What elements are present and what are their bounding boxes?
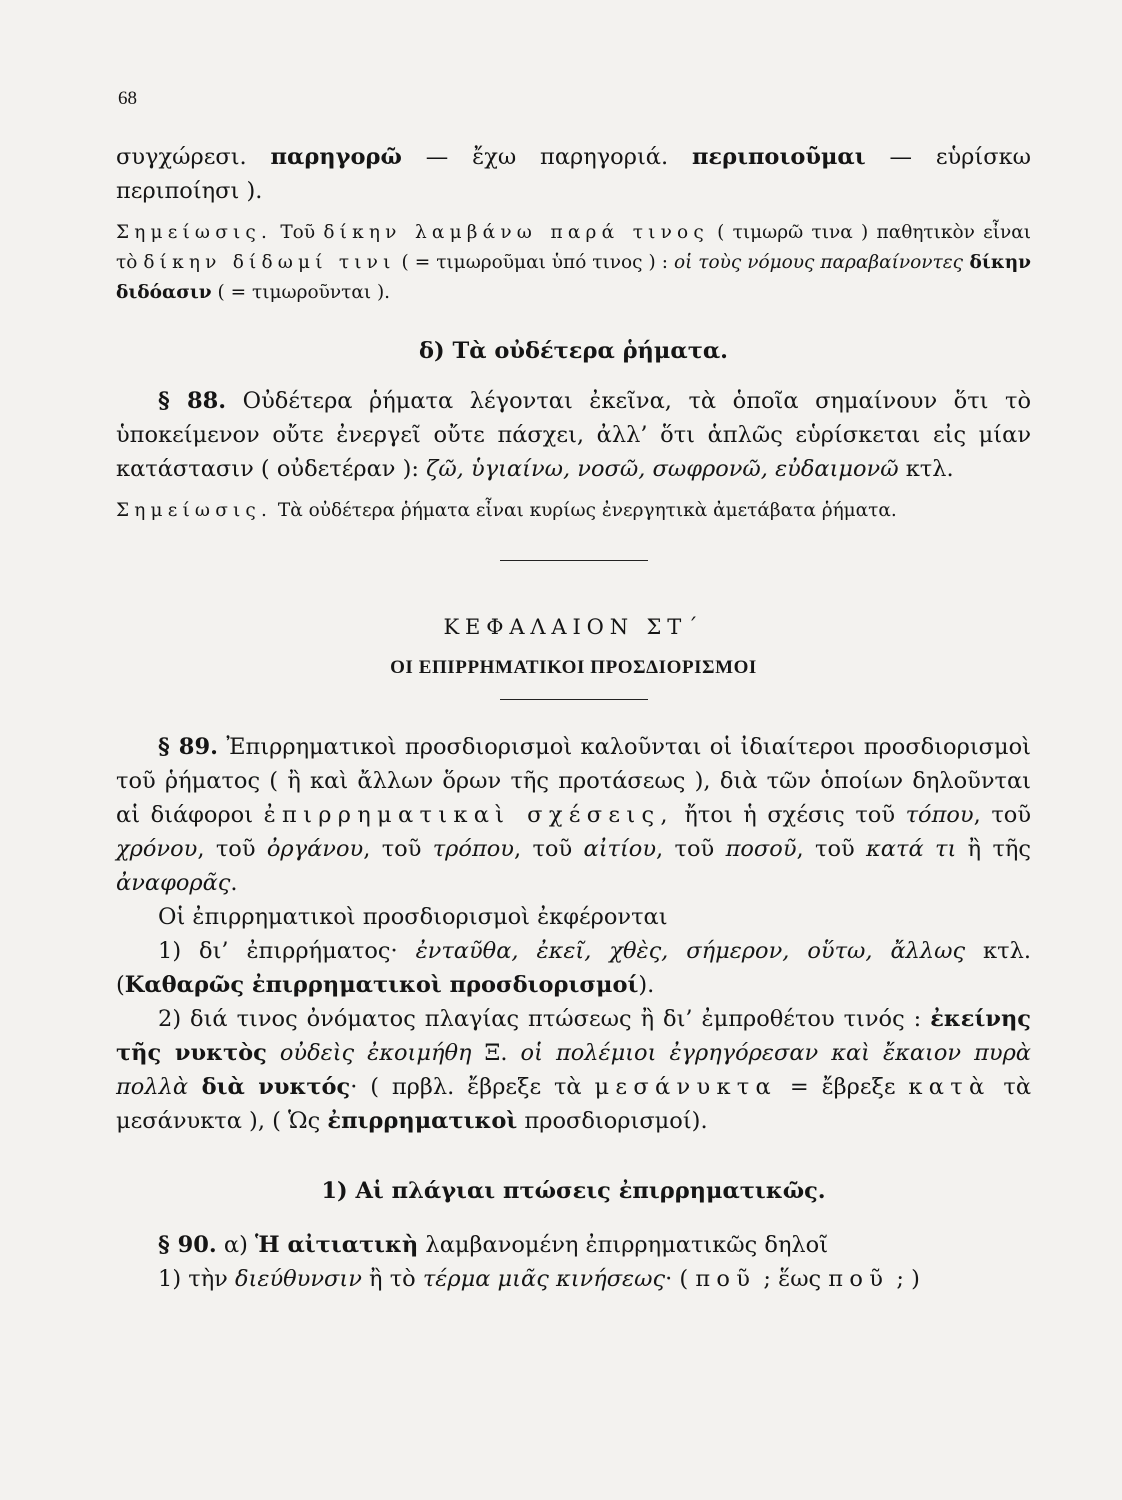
text-run: — εὑρίσκω περιποίησι ).	[116, 144, 1031, 204]
italic-term: χρόνου	[116, 836, 198, 862]
section-heading-delta: δ) Τὰ οὐδέτερα ῥήματα.	[418, 338, 728, 364]
text-run: Τὰ οὐδέτερα ῥήματα εἶναι κυρίως ἐνεργητικὰ ἀμετάβατα ῥήματα.	[272, 500, 897, 521]
spaced-phrase: δίκην δίδωμί τινι	[143, 252, 396, 273]
bold-term: ἐπιρρηματικοὶ	[327, 1108, 518, 1134]
divider-rule	[500, 699, 648, 700]
text-run: ; )	[889, 1266, 920, 1292]
text-run: συγχώρεσι.	[116, 144, 271, 170]
italic-term: ἀναφορᾶς	[116, 870, 231, 896]
divider-rule	[500, 560, 648, 561]
italic-example: οἱ τοὺς νόμους παραβαίνοντες	[673, 252, 964, 273]
spaced-phrase: μεσάνυκτα	[594, 1074, 778, 1100]
italic-example: οἱ πολέμιοι ἐγρηγόρεσαν καὶ ἔκαιον πυρὰ πολλὰ	[116, 1040, 1032, 1100]
spaced-phrase: δίκην λαμβάνω παρά τινος	[323, 222, 709, 243]
text-run: Οὐδέτερα ῥήματα λέγονται ἐκεῖνα, τὰ ὁποῖα σημαίνουν ὅτι τὸ ὑποκείμενον οὔτε ἐνεργεῖ οὔτε πάσχει, ἀλλ’ ὅτι ἁπλῶς εὑρίσκεται εἰς μίαν κατάστασιν ( οὐδετέραν ):	[116, 388, 1031, 482]
paragraph-last-line	[116, 1262, 1031, 1296]
text-run: τὰ μεσάνυκτα ), ( Ὡς	[116, 1074, 1032, 1134]
note-label: Σημείωσις.	[116, 500, 273, 521]
chapter-label: ΚΕΦΑΛΑΙΟΝ ΣΤ΄	[443, 615, 704, 639]
italic-example: ζῶ, ὑγιαίνω, νοσῶ, σωφρονῶ, εὐδαιμονῶ	[426, 456, 899, 482]
spaced-phrase: ποῦ	[828, 1266, 890, 1292]
text-run: ( = τιμωροῦνται ).	[211, 282, 391, 303]
spaced-phrase: κατὰ	[908, 1074, 991, 1100]
text-run: ἢ τὸ	[361, 1266, 423, 1292]
text-run: Ξ.	[471, 1040, 521, 1066]
bold-term: δίκην διδόασιν	[116, 252, 1031, 303]
text-run: 1) τὴν	[158, 1266, 236, 1292]
paragraph-ekferontai: Οἱ ἐπιρρηματικοὶ προσδιορισμοὶ ἐκφέρονται	[158, 904, 668, 930]
chapter-title: ΟΙ ΕΠΙΡΡΗΜΑΤΙΚΟΙ ΠΡΟΣΔΙΟΡΙΣΜΟΙ	[390, 657, 757, 678]
italic-term: ποσοῦ	[725, 836, 797, 862]
text-run: 1) δι’ ἐπιρρήματος·	[158, 938, 416, 964]
bold-term: παρηγορῶ	[270, 144, 402, 170]
section-number: § 90.	[158, 1232, 217, 1258]
list-item-1	[116, 934, 1031, 1002]
list-item-2	[116, 1002, 1031, 1138]
bold-term: Καθαρῶς ἐπιρρηματικοὶ προσδιορισμοί	[124, 972, 639, 998]
italic-term: ὀργάνου	[266, 836, 364, 862]
text-run: · ( πρβλ. ἔβρεξε τὰ	[350, 1074, 595, 1100]
text-run: · (	[665, 1266, 696, 1292]
text-run: ἤτοι ἡ σχέσις τοῦ	[673, 802, 906, 828]
text-run: ).	[638, 972, 655, 998]
text-run: Τοῦ	[272, 222, 324, 243]
paragraph-89	[116, 730, 1031, 900]
italic-term: τρόπου	[432, 836, 514, 862]
text-run: , τοῦ	[796, 836, 867, 862]
text-run: , τοῦ	[363, 836, 433, 862]
spaced-phrase: ποῦ	[695, 1266, 757, 1292]
text-run: , τοῦ	[656, 836, 726, 862]
text-run: λαμβανομένη ἐπιρρηματικῶς δηλοῖ	[418, 1232, 829, 1258]
italic-term: διεύθυνσιν	[235, 1266, 362, 1292]
italic-term: κατά τι	[866, 836, 957, 862]
text-run: κτλ.	[898, 456, 954, 482]
note-label: Σημείωσις.	[116, 222, 273, 243]
paragraph-90	[116, 1228, 1031, 1262]
italic-example: οὐδεὶς ἐκοιμήθη	[266, 1040, 472, 1066]
paragraph-continuation	[116, 140, 1031, 208]
text-run: προσδιορισμοί).	[517, 1108, 708, 1134]
text-run: , τοῦ	[197, 836, 267, 862]
italic-example: ἐνταῦθα, ἐκεῖ, χθὲς, σήμερον, οὕτω, ἄλλως	[415, 938, 966, 964]
bold-term: Ἡ αἰτιατικὴ	[255, 1232, 419, 1258]
page-body	[116, 140, 1031, 1296]
section-number: § 89.	[158, 734, 218, 760]
text-run: ( τιμωρῶ τινα ) παθητικὸν εἶναι τὸ	[116, 222, 1031, 273]
text-run: , τοῦ	[973, 802, 1031, 828]
note-paragraph-2	[116, 496, 1031, 526]
italic-term: αἰτίου	[583, 836, 657, 862]
text-run: = ἔβρεξε	[777, 1074, 909, 1100]
text-run: , τοῦ	[513, 836, 584, 862]
bold-term: διὰ νυκτός	[188, 1074, 351, 1100]
italic-term: τέρμα μιᾶς κινήσεως	[422, 1266, 666, 1292]
note-paragraph-1	[116, 218, 1031, 308]
bold-term: ἐκείνης τῆς νυκτὸς	[116, 1006, 1031, 1066]
text-run: — ἔχω παρηγοριά.	[401, 144, 692, 170]
text-run: κτλ. (	[116, 938, 1031, 998]
text-run: Ἐπιρρηματικοὶ προσδιορισμοὶ καλοῦνται οἱ ἰδιαίτεροι προσδιορισμοὶ τοῦ ῥήματος ( ἢ καὶ ἄλλων ὅρων τῆς προτάσεως ), διὰ τῶν ὁποίων δηλοῦνται αἱ διάφοροι	[116, 734, 1031, 828]
paragraph-88	[116, 384, 1031, 486]
text-run: ( = τιμωροῦμαι ὑπό τινος ) :	[395, 252, 674, 273]
text-run: ἢ τῆς	[956, 836, 1031, 862]
text-run: α)	[216, 1232, 256, 1258]
text-run: .	[230, 870, 238, 896]
text-run: ; ἕως	[756, 1266, 829, 1292]
page-number: 68	[118, 88, 137, 109]
text-run: 2) διά τινος ὀνόματος πλαγίας πτώσεως ἢ δι’ ἐμπροθέτου τινός :	[158, 1006, 931, 1032]
italic-term: τόπου	[905, 802, 974, 828]
section-heading-1: 1) Αἱ πλάγιαι πτώσεις ἐπιρρηματικῶς.	[321, 1178, 826, 1204]
spaced-phrase: ἐπιρρηματικαὶ σχέσεις,	[263, 802, 674, 828]
bold-term: περιποιοῦμαι	[691, 144, 866, 170]
section-number: § 88.	[158, 388, 227, 414]
